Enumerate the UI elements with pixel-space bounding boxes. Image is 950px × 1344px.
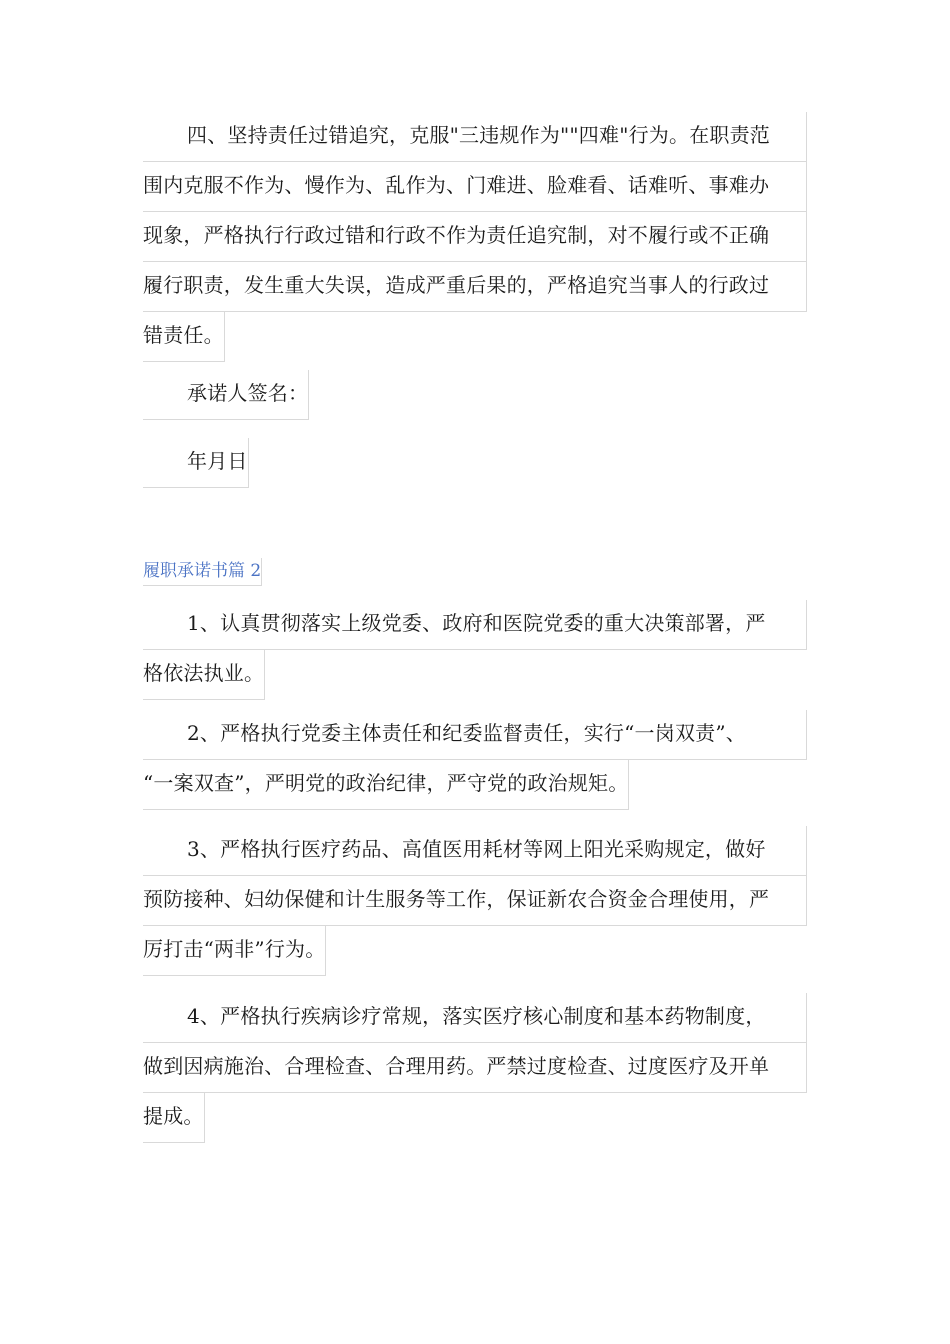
paragraph-line: 预防接种、妇幼保健和计生服务等工作，保证新农合资金合理使用，严 bbox=[143, 876, 807, 926]
commitment-item-4 bbox=[143, 993, 807, 1147]
paragraph-line: 2、严格执行党委主体责任和纪委监督责任，实行“一岗双责”、 bbox=[143, 710, 807, 760]
commitment-item-2 bbox=[143, 710, 807, 814]
paragraph-line: 现象，严格执行行政过错和行政不作为责任追究制，对不履行或不正确 bbox=[143, 212, 807, 262]
paragraph-line: 做到因病施治、合理检查、合理用药。严禁过度检查、过度医疗及开单 bbox=[143, 1043, 807, 1093]
signature-label: 承诺人签名： bbox=[143, 370, 309, 420]
paragraph-line: 4、严格执行疾病诊疗常规，落实医疗核心制度和基本药物制度， bbox=[143, 993, 807, 1043]
paragraph-four bbox=[143, 112, 807, 366]
commitment-item-3 bbox=[143, 826, 807, 980]
commitment-item-1 bbox=[143, 600, 807, 704]
paragraph-line: 围内克服不作为、慢作为、乱作为、门难进、脸难看、话难听、事难办 bbox=[143, 162, 807, 212]
paragraph-line: 提成。 bbox=[143, 1093, 205, 1143]
paragraph-line: 1、认真贯彻落实上级党委、政府和医院党委的重大决策部署，严 bbox=[143, 600, 807, 650]
paragraph-line: 厉打击“两非”行为。 bbox=[143, 926, 326, 976]
signature-block bbox=[143, 370, 807, 424]
paragraph-line: 错责任。 bbox=[143, 312, 225, 362]
paragraph-line: 四、坚持责任过错追究，克服"三违规作为""四难"行为。在职责范 bbox=[143, 112, 807, 162]
paragraph-line: “一案双查”，严明党的政治纪律，严守党的政治规矩。 bbox=[143, 760, 629, 810]
paragraph-line: 3、严格执行医疗药品、高值医用耗材等网上阳光采购规定，做好 bbox=[143, 826, 807, 876]
paragraph-line: 履行职责，发生重大失误，造成严重后果的，严格追究当事人的行政过 bbox=[143, 262, 807, 312]
date-label: 年月日 bbox=[143, 438, 249, 488]
paragraph-line: 格依法执业。 bbox=[143, 650, 265, 700]
date-block bbox=[143, 438, 807, 492]
section-heading[interactable]: 履职承诺书篇 2 bbox=[143, 558, 262, 586]
